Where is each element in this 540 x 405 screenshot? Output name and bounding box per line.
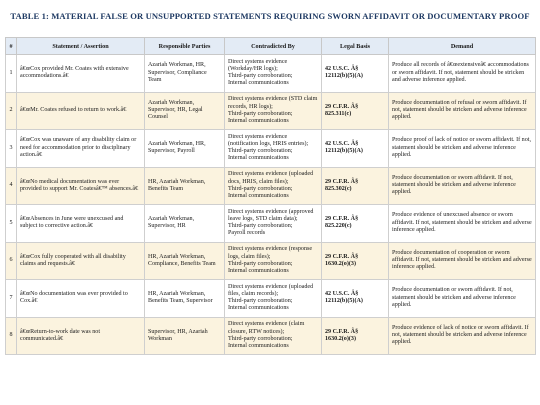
legal-basis-line: 825.302(c) — [325, 185, 352, 192]
contradicted-line: Direct systems evidence (STD claim records, HR logs); — [228, 96, 318, 110]
contradicted-line: Third-party corroboration; — [228, 223, 293, 230]
contradicted-line: Internal communications — [228, 155, 289, 162]
contradicted-cell — [225, 55, 322, 93]
header-num: # — [6, 38, 17, 55]
parties-cell: Azariah Workman, HR, Supervisor, Compliance Team — [145, 55, 225, 93]
legal-basis-line: 1630.2(o)(3) — [325, 335, 356, 342]
statement-cell: â€œNo medical documentation was ever provided to support Mr. Coatesâ€™ absences.â€ — [17, 167, 145, 205]
table-row — [6, 317, 536, 355]
table-row — [6, 205, 536, 243]
demand-cell: Produce documentation or sworn affidavit. If not, statement should be stricken and adverse inference applied. — [389, 280, 536, 318]
header-parties: Responsible Parties — [145, 38, 225, 55]
contradicted-line: Direct systems evidence (uploaded files, claim records); — [228, 283, 314, 298]
statement-cell: â€œReturn-to-work date was not communicated.â€ — [17, 317, 145, 355]
contradicted-line: Direct systems evidence (Workday/HR logs); — [228, 58, 288, 73]
legal-basis-line: 12112(b)(5)(A) — [325, 73, 363, 80]
legal-basis-cell — [322, 130, 389, 168]
legal-basis-line: 42 U.S.C. Â§ — [325, 141, 359, 148]
demand-cell: Produce evidence of unexcused absence or sworn affidavit. If not, statement should be stricken and adverse inference applied. — [389, 205, 536, 243]
statement-cell: â€œCox was unaware of any disability claim or need for accommodation prior to disciplinary action.â€ — [17, 130, 145, 168]
header-legal-basis: Legal Basis — [322, 38, 389, 55]
legal-basis-line: 29 C.F.R. Â§ — [325, 328, 359, 335]
row-number: 8 — [6, 317, 17, 355]
legal-basis-line: 29 C.F.R. Â§ — [325, 216, 359, 223]
demand-cell: Produce evidence of lack of notice or sworn affidavit. If not, statement should be stricken and adverse inference applied. — [389, 317, 536, 355]
legal-basis-line: 29 C.F.R. Â§ — [325, 253, 359, 260]
statement-cell: â€œCox fully cooperated with all disability claims and requests.â€ — [17, 242, 145, 280]
statement-cell: â€œMr. Coates refused to return to work.â€ — [17, 92, 145, 130]
table-title: TABLE 1: MATERIAL FALSE OR UNSUPPORTED STATEMENTS REQUIRING SWORN AFFIDAVIT OR DOCUMENTARY PROOF — [10, 11, 530, 21]
row-number: 5 — [6, 205, 17, 243]
legal-basis-line: 825.311(c) — [325, 110, 352, 117]
contradicted-line: Direct systems evidence (notification logs, HRIS entries); — [228, 133, 309, 148]
table-row — [6, 242, 536, 280]
legal-basis-line: 12112(b)(5)(A) — [325, 148, 363, 155]
legal-basis-line: 1630.2(o)(3) — [325, 260, 356, 267]
contradicted-line: Direct systems evidence (approved leave logs, STD claim data); — [228, 208, 314, 223]
legal-basis-line: 29 C.F.R. Â§ — [325, 103, 359, 110]
header-demand: Demand — [389, 38, 536, 55]
contradicted-line: Internal communications — [228, 192, 289, 199]
parties-cell: HR, Azariah Workman, Compliance, Benefits Team — [145, 242, 225, 280]
legal-basis-line: 825.220(c) — [325, 223, 352, 230]
legal-basis-cell — [322, 55, 389, 93]
contradicted-line: Third-party corroboration; — [228, 335, 293, 342]
contradicted-line: Internal communications — [228, 267, 289, 274]
parties-cell: Azariah Workman, Supervisor, HR — [145, 205, 225, 243]
contradicted-line: Third-party corroboration; — [228, 148, 293, 155]
statement-cell: â€œNo documentation was ever provided to Cox.â€ — [17, 280, 145, 318]
legal-basis-line: 42 U.S.C. Â§ — [325, 291, 359, 298]
contradicted-cell — [225, 280, 322, 318]
contradicted-line: Third-party corroboration; — [228, 73, 293, 80]
legal-basis-cell — [322, 242, 389, 280]
legal-basis-cell — [322, 317, 389, 355]
contradicted-cell — [225, 317, 322, 355]
contradicted-line: Direct systems evidence (uploaded docs, HRIS, claim files); — [228, 171, 314, 185]
row-number: 2 — [6, 92, 17, 130]
demand-cell: Produce documentation of cooperation or sworn affidavit. If not, statement should be stricken and adverse inference applied. — [389, 242, 536, 280]
parties-cell: HR, Azariah Workman, Benefits Team, Supervisor — [145, 280, 225, 318]
legal-basis-line: 42 U.S.C. Â§ — [325, 66, 359, 73]
statement-cell: â€œCox provided Mr. Coates with extensive accommodations.â€ — [17, 55, 145, 93]
row-number: 3 — [6, 130, 17, 168]
contradicted-cell — [225, 130, 322, 168]
legal-basis-cell — [322, 92, 389, 130]
legal-basis-line: 12112(b)(5)(A) — [325, 298, 363, 305]
parties-cell: HR, Azariah Workman, Benefits Team — [145, 167, 225, 205]
row-number: 4 — [6, 167, 17, 205]
contradicted-line: Internal communications — [228, 117, 289, 124]
legal-basis-cell — [322, 167, 389, 205]
header-row — [6, 38, 536, 55]
legal-basis-cell — [322, 280, 389, 318]
parties-cell: Supervisor, HR, Azariah Workman — [145, 317, 225, 355]
contradicted-line: Internal communications — [228, 342, 289, 349]
demand-cell: Produce proof of lack of notice or sworn affidavit. If not, statement should be stricken and adverse inference applied. — [389, 130, 536, 168]
parties-cell: Azariah Workman, Supervisor, HR, Legal Counsel — [145, 92, 225, 130]
row-number: 1 — [6, 55, 17, 93]
contradicted-cell — [225, 167, 322, 205]
contradicted-cell — [225, 242, 322, 280]
legal-basis-cell — [322, 205, 389, 243]
table-row — [6, 92, 536, 130]
header-contradicted: Contradicted By — [225, 38, 322, 55]
table-row — [6, 167, 536, 205]
parties-cell: Azariah Workman, HR, Supervisor, Payroll — [145, 130, 225, 168]
header-statement: Statement / Assertion — [17, 38, 145, 55]
row-number: 7 — [6, 280, 17, 318]
contradicted-line: Payroll records — [228, 230, 266, 237]
statement-cell: â€œAbsences in June were unexcused and subject to corrective action.â€ — [17, 205, 145, 243]
demand-cell: Produce documentation of refusal or sworn affidavit. If not, statement should be stricken and adverse inference applied. — [389, 92, 536, 130]
table-row — [6, 130, 536, 168]
contradicted-line: Third-party corroboration; — [228, 185, 293, 192]
contradicted-line: Internal communications — [228, 305, 289, 312]
contradicted-line: Third-party corroboration; — [228, 260, 293, 267]
contradicted-cell — [225, 92, 322, 130]
contradicted-line: Third-party corroboration; — [228, 110, 293, 117]
contradicted-line: Direct systems evidence (claim closure, RTW notices); — [228, 321, 305, 335]
contradicted-line: Internal communications — [228, 80, 289, 87]
contradicted-line: Direct systems evidence (response logs, claim files); — [228, 246, 313, 260]
contradicted-line: Third-party corroboration; — [228, 298, 293, 305]
demand-cell: Produce documentation or sworn affidavit. If not, statement should be stricken and adverse inference applied. — [389, 167, 536, 205]
table-row — [6, 280, 536, 318]
contradicted-cell — [225, 205, 322, 243]
legal-basis-line: 29 C.F.R. Â§ — [325, 178, 359, 185]
demand-cell: Produce all records of â€œextensiveâ€ accommodations or sworn affidavit. If not, statement should be stricken and adverse inference applied. — [389, 55, 536, 93]
table-row — [6, 55, 536, 93]
statements-table — [5, 37, 536, 355]
row-number: 6 — [6, 242, 17, 280]
